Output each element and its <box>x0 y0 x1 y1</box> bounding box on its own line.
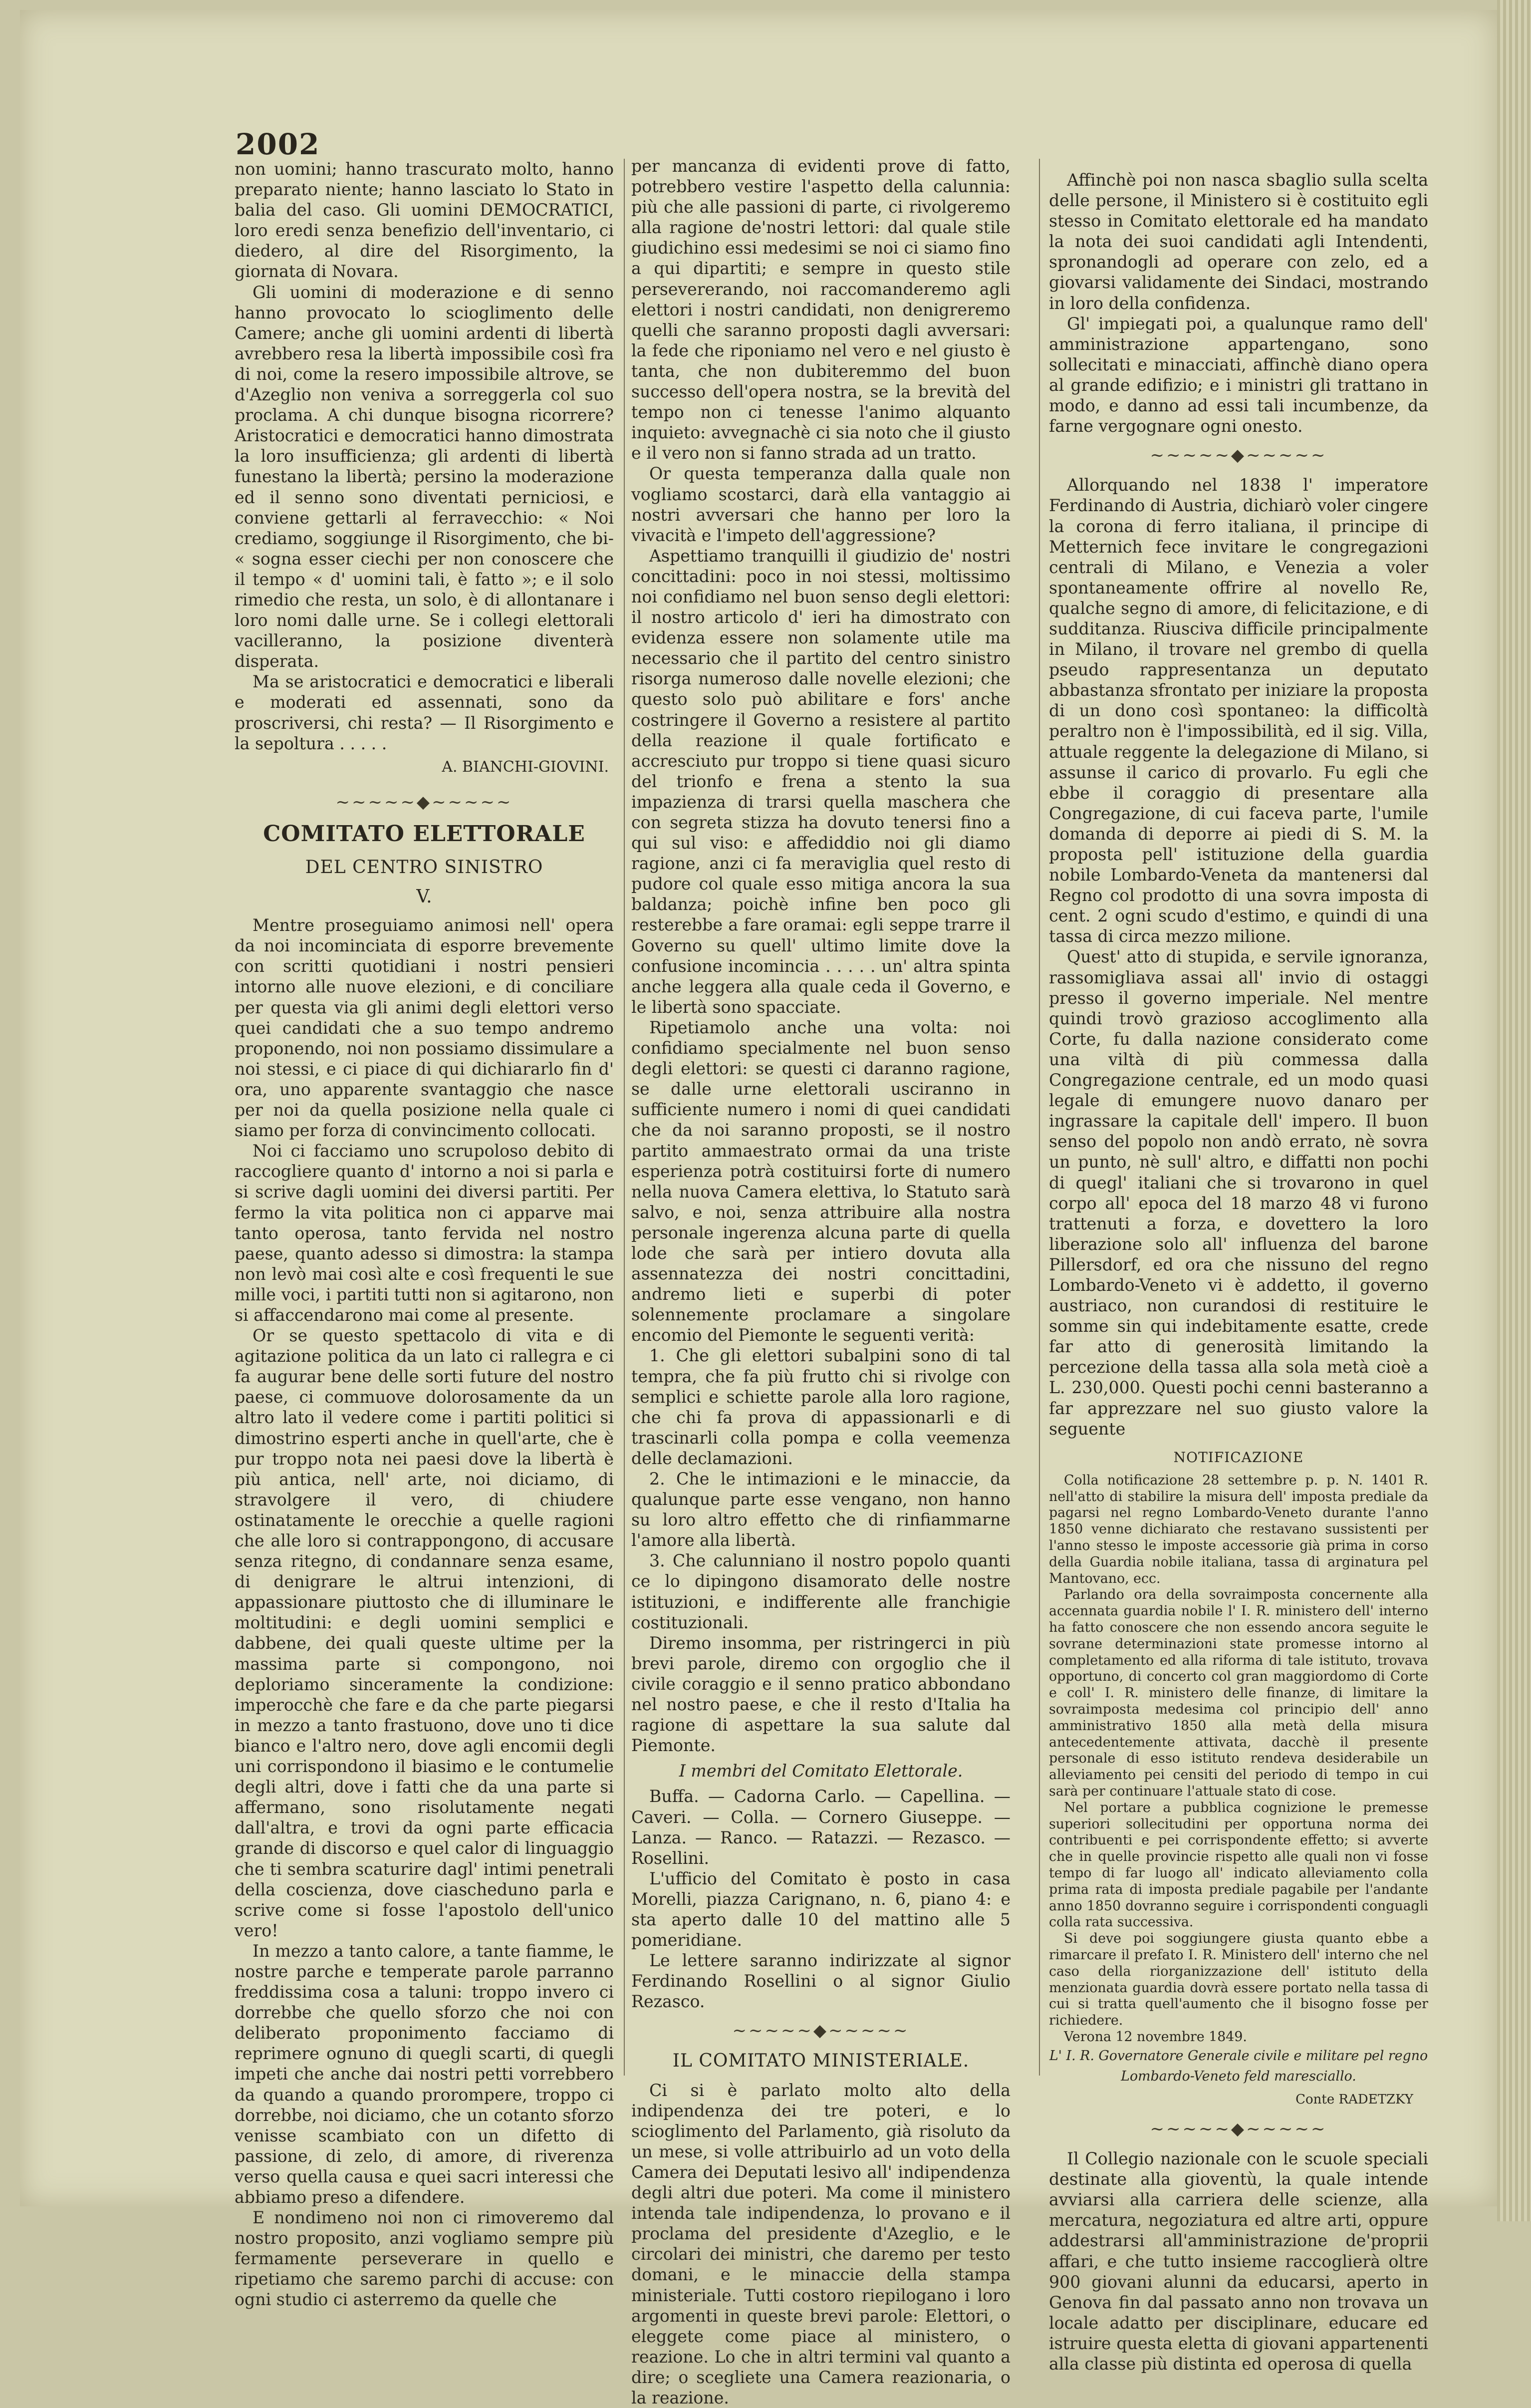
paragraph: Quest' atto di stupida, e servile ignoranza, rassomigliava assai all' invio di ostaggi presso il governo imperiale. Nel mentre quindi trovò grazioso accoglimento alla Corte, fu dalla nazione considerato come una viltà di più commessa dalla Congregazione centrale, ed un modo quasi legale di emungere nuovo danaro per ingrassare la capitale dell' impero. Il buon senso del popolo non andò errato, nè sovra un punto, nè sull' altro, e diffatti non pochi di quegl' italiani che si trovarono in quel corpo all' epoca del 18 marzo 48 vi furono trattenuti a forza, e dovettero la loro liberazione solo all' influenza del barone Pillersdorf, ed ora che nissuno del regno Lombardo-Veneto vi è addetto, il governo austriaco, non curandosi di restituire le somme sin qui indebitamente esatte, crede far atto di generosità limitando la percezione della tassa alla sola metà cioè a L. 230,000. Questi pochi cenni basteranno a far apprezzare nel suo giusto valore la seguente <box>1049 947 1428 1439</box>
ornament-divider: ~~~~~◆~~~~~ <box>335 792 513 812</box>
paragraph: Colla notificazione 28 settembre p. p. N. 1401 R. nell'atto di stabilire la misura dell' imposta prediale da pagarsi nel regno Lombardo-Veneto durante l'anno 1850 venne dichiarato che restavano sussistenti per l'anno stesso le imposte accessorie già prima in corso della Guardia nobile italiana, tassa di arginatura pel Mantovano, ecc. <box>1049 1472 1428 1586</box>
paragraph: Gli uomini di moderazione e di senno hanno provocato lo scioglimento delle Camere; anche gli uomini ardenti di libertà avrebbero resa la libertà impossibile così fra di noi, come la resero impossibile altrove, se d'Azeglio non veniva a sorreggerla col suo proclama. A chi dunque bisogna ricorrere? Aristocratici e democratici hanno dimostrata la loro insufficienza; gli ardenti di libertà funestano la libertà; persino la moderazione ed il senno sono diventati perniciosi, e conviene gettarli al ferravecchio: « Noi crediamo, soggiunge il Risorgimento, che bi- « sogna esser ciechi per non conoscere che il tempo « d' uomini tali, è fatto »; e il solo rimedio che resta, un solo, è di allontanare i loro nomi dalle urne. Se i collegi elettorali vacilleranno, la posizione diventerà disperata. <box>235 282 614 671</box>
page-stack-edge <box>1497 0 1531 2221</box>
paragraph: Ci si è parlato molto alto della indipendenza dei tre poteri, e lo scioglimento del Parlamento, già risoluto da un mese, si volle attribuirlo ad un voto della Camera dei Deputati lesivo all' indipendenza degli altri due poteri. Ma come il ministero intenda tale indipendenza, lo provano e il proclama del presidente d'Azeglio, e le circolari dei ministri, che daremo per testo domani, e le minaccie della stampa ministeriale. Tutti costoro riepilogano i loro argomenti in queste brevi parole: Elettori, o eleggete come piace al ministero, o reazione. Lo che in altri termini val quanto a dire; o scegliete una Camera reazionaria, o la reazione. <box>631 2080 1011 2408</box>
paragraph: Ripetiamolo anche una volta: noi confidiamo specialmente nel buon senso degli elettori: se questi ci daranno ragione, se dalle urne elettorali usciranno in sufficiente numero i nomi di quei candidati che da noi saranno proposti, se il nostro partito ammaestrato ormai da una triste esperienza potrà costituirsi forte di numero nella nuova Camera elettiva, lo Statuto sarà salvo, e noi, senza attribuire alla nostra personale ingerenza alcuna parte di quella lode che sarà per intiero dovuta alla assennatezza dei nostri concittadini, andremo lieti e superbi di poter solennemente proclamare a singolare encomio del Piemonte le seguenti verità: <box>631 1017 1011 1345</box>
page-number: 2002 <box>236 127 320 161</box>
paragraph: Si deve poi soggiungere giusta quanto ebbe a rimarcare il prefato I. R. Ministero dell' interno che nel caso della riorganizzazione dell' istituto della menzionata guardia dovrà essere portato nella tassa di cui si tratta quell'aumento che il bisogno fosse per richiedere. <box>1049 1931 1428 2029</box>
section-subtitle: DEL CENTRO SINISTRO <box>305 857 543 878</box>
paragraph: Parlando ora della sovraimposta concernente alla accennata guardia nobile l' I. R. ministero dell' interno ha fatto conoscere che non essendo ancora seguite le sovrane determinazioni state promesse intorno al completamento ed alla riforma di tale istituto, trovava opportuno, di concerto col gran maggiordomo di Corte e coll' I. R. ministero delle finanze, di limitare la sovraimposta medesima col principio dell' anno amministrativo 1850 alla metà della misura antecedentemente attivata, dacchè il presente personale di esso istituto rendeva desiderabile un alleviamento pei censiti del periodo di tempo in cui sarà per continuare l'attuale stato di cose. <box>1049 1587 1428 1799</box>
paragraph: Or se questo spettacolo di vita e di agitazione politica da un lato ci rallegra e ci fa augurar bene delle sorti future del nostro paese, ci commuove dolorosamente da un altro lato il vedere come i partiti politici si dimostrino esperti anche in quell'arte, che è pur troppo nota nei paesi dove la libertà è più antica, nell' arte, noi diciamo, di stravolgere il vero, di chiudere ostinatamente le orecchie a quelle ragioni che alle loro si contrappongono, di accusare senza ritegno, di condannare senza esame, di denigrare le altrui intenzioni, di appassionare piuttosto che di illuminare le moltitudini: e degli uomini semplici e dabbene, dei quali queste ultime per la massima parte si compongono, noi deploriamo sinceramente la condizione: imperocchè che fare e da che parte piegarsi in mezzo a tanto frastuono, dove uno ti dice bianco e l'altro nero, dove agli encomii degli uni corrispondono il biasimo e le contumelie degli altri, dove i fatti che da una parte si affermano, sono risolutamente negati dall'altra, e trovi da ogni parte efficacia grande di discorso e quel calor di linguaggio che ti sembra scaturire dagl' intimi penetrali della coscienza, dove ciascheduno parla e scrive come si fosse l'apostolo dell'unico vero! <box>235 1326 614 1940</box>
column-rule-2 <box>1039 159 1040 2076</box>
members-list: Buffa. — Cadorna Carlo. — Capellina. — Caveri. — Colla. — Cornero Giuseppe. — Lanza. — Ranco. — Ratazzi. — Rezasco. — Rosellini. <box>631 1787 1011 1868</box>
paragraph: Or questa temperanza dalla quale non vogliamo scostarci, darà ella vantaggio ai nostri avversari che hanno per loro la vivacità e l'impeto dell'aggressione? <box>631 464 1011 545</box>
paragraph: 2. Che le intimazioni e le minaccie, da qualunque parte esse vengano, non hanno su loro altro effetto che di rinfiammarne l'amore alla libertà. <box>631 1469 1011 1550</box>
notification-title: NOTIFICAZIONE <box>1173 1449 1304 1466</box>
paragraph: per mancanza di evidenti prove di fatto, potrebbero vestire l'aspetto della calunnia: più che alle passioni di parte, ci rivolgeremo alla ragione de'nostri lettori: dal quale stile giudichino essi medesimi se noi ci siamo fino a qui dipartiti; e sempre in questo stile persevererando, noi raccomanderemo agli elettori i nostri candidati, non denigreremo quelli che saranno proposti dagli avversari: la fede che riponiamo nel vero e nel giusto è tanta, che non dubiteremmo del buon successo dell'opera nostra, se la brevità del tempo non ci tenesse l'animo alquanto inquieto: avvegnachè ci sia noto che il giusto e il vero non si fanno strada ad un tratto. <box>631 156 1011 463</box>
paragraph: L'ufficio del Comitato è posto in casa Morelli, piazza Carignano, n. 6, piano 4: e sta aperto dalle 10 del mattino alle 5 pomeridiane. <box>631 1868 1011 1950</box>
paragraph: E nondimeno noi non ci rimoveremo dal nostro proposito, anzi vogliamo sempre più fermamente perseverare in quello e ripetiamo che saremo parchi di accuse: con ogni studio ci asterremo da quelle che <box>235 2208 614 2310</box>
notification-signature: Conte RADETZKY <box>1295 2092 1413 2107</box>
ornament-divider: ~~~~~◆~~~~~ <box>732 2021 910 2041</box>
notification-authority: L' I. R. Governatore Generale civile e militare pel regno Lombardo-Veneto feld maresciallo. <box>1049 2048 1428 2084</box>
paragraph: Allorquando nel 1838 l' imperatore Ferdinando di Austria, dichiarò voler cingere la corona di ferro italiana, il principe di Metternich fece invitare le congregazioni centrali di Milano, e Venezia a voler spontaneamente offrire al novello Re, qualche segno di amore, di felicitazione, e di sudditanza. Riusciva difficile principalmente in Milano, il trovare nel grembo di quella pseudo rappresentanza un deputato abbastanza sfrontato per iniziare la proposta di un dono così spontaneo: la difficoltà peraltro non è l'impossibilità, ed il sig. Villa, attuale reggente la delegazione di Milano, si assunse il carico di provarlo. Fu egli che ebbe il coraggio di presentare alla Congregazione, di cui faceva parte, l'umile domanda di deporre ai piedi di S. M. la proposta pell' istituzione della guardia nobile Lombardo-Veneta da mantenersi dal Regno col prodotto di una sovra imposta di cent. 2 ogni scudo d'estimo, e quindi di una tassa di circa mezzo milione. <box>1049 475 1428 946</box>
paragraph: Diremo insomma, per ristringerci in più brevi parole, diremo con orgoglio che il civile coraggio e il senno pratico abbondano nel nostro paese, e che il resto d'Italia ha ragione di aspettare la sua salute dal Piemonte. <box>631 1633 1011 1756</box>
paragraph: In mezzo a tanto calore, a tante fiamme, le nostre parche e temperate parole parranno freddissima cosa a taluni: troppo invero ci dorrebbe che quello sforzo che noi con deliberato proponimento facciamo di reprimere ognuno di quegli scarti, di quegli impeti che anche dai nostri petti vorrebbero da quando a quando prorompere, troppo ci dorrebbe, noi diciamo, che un cotanto sforzo venisse scambiato con un difetto di passione, di zelo, di amore, di riverenza verso quella causa e quei sacri interessi che abbiamo preso a difendere. <box>235 1941 614 2207</box>
paragraph: Gl' impiegati poi, a qualunque ramo dell' amministrazione appartengano, sono sollecitati e minacciati, affinchè diano opera al grande edifizio; e i ministri gli trattano in modo, e danno ad essi tali incumbenze, da farne vergognare ogni onesto. <box>1049 313 1428 436</box>
notification-body <box>1049 1473 1428 2046</box>
column-rule-1 <box>624 159 625 2076</box>
paragraph: Aspettiamo tranquilli il giudizio de' nostri concittadini: poco in noi stessi, moltissimo noi confidiamo nel buon senso degli elettori: il nostro articolo d' ieri ha dimostrato con evidenza essere non solamente utile ma necessario che il partito del centro sinistro risorga numeroso dalle novelle elezioni; che questo solo può abilitare e fors' anche costringere il Governo a resistere al partito della reazione il quale fortificato e accresciuto pur troppo si tiene quasi sicuro del trionfo e frena a stento la sua impazienza di trarsi quella maschera che con segreta stizza ha dovuto tenersi fino a qui sul viso: e affediddio noi gli diamo ragione, anzi ci fa meraviglia quel resto di pudore col quale esso mitiga ancora la sua baldanza; poichè infine ben poco gli resterebbe a fare oramai: egli seppe trarre il Governo su quell' ultimo limite dove la confusione incomincia . . . . . un' altra spinta anche leggera alla quale ceda il Governo, e le libertà sono spacciate. <box>631 546 1011 1017</box>
paragraph: Ma se aristocratici e democratici e liberali e moderati ed assennati, sono da proscriversi, chi resta? — Il Risorgimento e la sepoltura . . . . . <box>235 672 614 753</box>
members-title: I membri del Comitato Elettorale. <box>679 1761 963 1781</box>
notification-date: Verona 12 novembre 1849. <box>1064 2029 1247 2045</box>
ornament-divider: ~~~~~◆~~~~~ <box>1150 445 1327 466</box>
ornament-divider: ~~~~~◆~~~~~ <box>1150 2118 1327 2139</box>
section-title: IL COMITATO MINISTERIALE. <box>672 2050 970 2071</box>
paragraph: Il Collegio nazionale con le scuole speciali destinate alla gioventù, la quale intende avviarsi alla carriera delle scienze, alla mercatura, negoziatura ed altre arti, oppure addestrarsi all'amministrazione de'proprii affari, e che tutto insieme raccoglierà oltre 900 giovani alunni da educarsi, aperto in Genova fin dal passato anno non trovava un locale adatto per disciplinare, educare ed istruire questa eletta di giovani appartenenti alla classe più distinta ed operosa di quella <box>1049 2149 1428 2374</box>
paragraph: non uomini; hanno trascurato molto, hanno preparato niente; hanno lasciato lo Stato in balia del caso. Gli uomini DEMOCRATICI, loro eredi senza benefizio dell'inventario, ci diedero, al dire del Risorgimento, la giornata di Novara. <box>235 159 614 282</box>
paragraph: Affinchè poi non nasca sbaglio sulla scelta delle persone, il Ministero si è costituito egli stesso in Comitato elettorale ed ha mandato la nota dei suoi candidati agli Intendenti, spronandogli ad operare con zelo, ed a giovarsi validamente dei Sindaci, mostrando in loro della confidenza. <box>1049 170 1428 313</box>
section-title: COMITATO ELETTORALE <box>263 821 585 847</box>
paragraph: Nel portare a pubblica cognizione le premesse superiori sollecitudini per opportuna norma dei contribuenti e pei corrispondente effetto; si avverte che in quelle provincie rispetto alle quali non vi fosse tempo di far luogo all' indicato alleviamento colla prima rata di imposta prediale pagabile per l'andante anno 1850 dovranno seguire i corrispondenti conguagli colla rata successiva. <box>1049 1800 1428 1930</box>
paragraph: Noi ci facciamo uno scrupoloso debito di raccogliere quanto d' intorno a noi si parla e si scrive dagli uomini dei diversi partiti. Per fermo la vita politica non ci apparve mai tanto operosa, tanto fervida nel nostro paese, quanto adesso si dimostra: la stampa non levò mai così alte e così frequenti le sue mille voci, i partiti tutti non si agitarono, non si affaccendarono mai come al presente. <box>235 1141 614 1325</box>
column-1 <box>235 159 614 2310</box>
signature: A. BIANCHI-GIOVINI. <box>442 758 609 776</box>
column-2 <box>631 156 1011 2408</box>
section-number: V. <box>416 887 432 907</box>
paragraph: 3. Che calunniano il nostro popolo quanti ce lo dipingono disamorato delle nostre istituzioni, e indifferente alle franchigie costituzionali. <box>631 1551 1011 1632</box>
column-3 <box>1049 170 1428 2374</box>
paragraph: Le lettere saranno indirizzate al signor Ferdinando Rosellini o al signor Giulio Rezasco. <box>631 1951 1011 2012</box>
paragraph: Mentre proseguiamo animosi nell' opera da noi incominciata di esporre brevemente con scritti quotidiani i nostri pensieri intorno alle nuove elezioni, e di conciliare per questa via gli animi degli elettori verso quei candidati che a suo tempo andremo proponendo, noi non possiamo dissimulare a noi stessi, e ci piace di qui dichiararlo fin d' ora, uno apparente svantaggio che nasce per noi da quella posizione nella quale ci siamo per forza di convincimento collocati. <box>235 915 614 1141</box>
paragraph: 1. Che gli elettori subalpini sono di tal tempra, che fa più frutto chi si rivolge con semplici e schiette parole alla loro ragione, che chi fa prova di appassionarli e di trascinarli colla pompa e colla veemenza delle declamazioni. <box>631 1346 1011 1468</box>
